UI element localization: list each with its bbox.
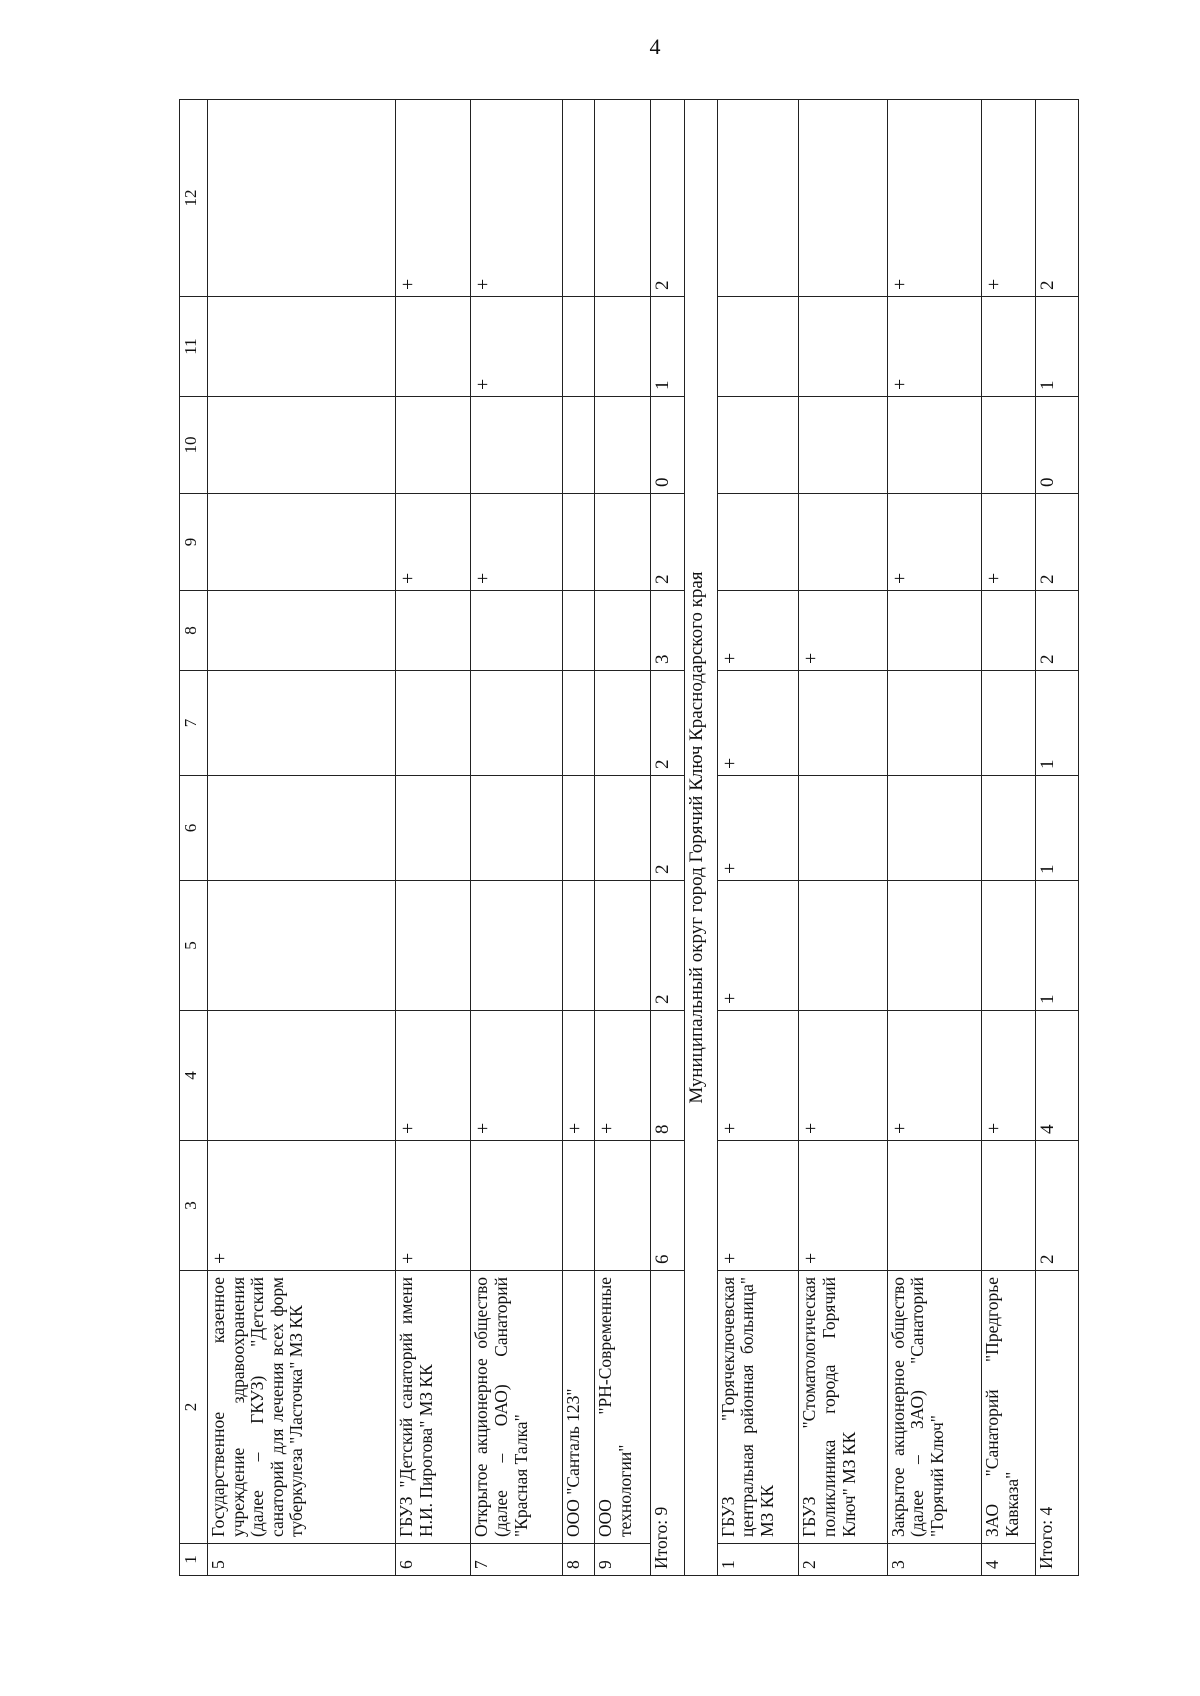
mark-cell (982, 1141, 1036, 1271)
table-row (887, 100, 982, 1576)
mark-cell: + (799, 591, 887, 671)
mark-cell (207, 397, 395, 494)
mark-cell (562, 397, 594, 494)
mark-cell: + (471, 100, 562, 297)
mark-cell (982, 881, 1036, 1011)
table-row (207, 100, 395, 1576)
mark-cell: + (396, 494, 471, 591)
mark-cell (562, 297, 594, 397)
mark-cell: + (887, 297, 982, 397)
total-value: 2 (650, 671, 684, 776)
mark-cell (207, 297, 395, 397)
organization-name: Открытое акционерное общество (далее – ОАО) Санаторий "Красная Талка" (471, 1271, 562, 1544)
mark-cell (207, 776, 395, 881)
total-value: 2 (650, 100, 684, 297)
row-number: 6 (396, 1544, 471, 1576)
mark-cell: + (471, 297, 562, 397)
mark-cell: + (396, 100, 471, 297)
total-value: 2 (1035, 1141, 1078, 1271)
mark-cell: + (887, 1011, 982, 1141)
mark-cell (207, 1011, 395, 1141)
mark-cell (562, 494, 594, 591)
mark-cell (887, 591, 982, 671)
header-row (180, 100, 208, 1576)
mark-cell (207, 671, 395, 776)
total-value: 0 (1035, 397, 1078, 494)
mark-cell (562, 671, 594, 776)
mark-cell (471, 881, 562, 1011)
table-row (982, 100, 1036, 1576)
total-value: 0 (650, 397, 684, 494)
section-row (685, 100, 717, 1576)
row-number: 9 (595, 1544, 651, 1576)
table-row (471, 100, 562, 1576)
mark-cell: + (207, 1141, 395, 1271)
header-cell: 10 (180, 397, 208, 494)
mark-cell (982, 591, 1036, 671)
mark-cell: + (471, 1011, 562, 1141)
header-cell: 7 (180, 671, 208, 776)
mark-cell (207, 494, 395, 591)
mark-cell (982, 776, 1036, 881)
total-value: 2 (1035, 494, 1078, 591)
total-value: 6 (650, 1141, 684, 1271)
mark-cell (717, 297, 799, 397)
total-value: 1 (1035, 671, 1078, 776)
mark-cell (799, 494, 887, 591)
mark-cell (562, 591, 594, 671)
mark-cell (595, 297, 651, 397)
total-row (650, 100, 684, 1576)
header-cell: 4 (180, 1011, 208, 1141)
header-cell: 5 (180, 881, 208, 1011)
organization-name: ООО "Санталь 123" (562, 1271, 594, 1544)
mark-cell (799, 776, 887, 881)
table-row (396, 100, 471, 1576)
mark-cell (471, 591, 562, 671)
mark-cell (471, 1141, 562, 1271)
mark-cell (717, 397, 799, 494)
mark-cell (982, 297, 1036, 397)
mark-cell (887, 671, 982, 776)
mark-cell (562, 881, 594, 1011)
total-label: Итого: 9 (650, 1271, 684, 1576)
mark-cell (982, 397, 1036, 494)
organization-name: ООО "РН-Современные технологии" (595, 1271, 651, 1544)
organization-name: Закрытое акционерное общество (далее – ЗАО) "Санаторий "Горячий Ключ" (887, 1271, 982, 1544)
row-number: 4 (982, 1544, 1036, 1576)
mark-cell (595, 881, 651, 1011)
mark-cell (595, 776, 651, 881)
header-cell: 11 (180, 297, 208, 397)
header-cell: 1 (180, 1544, 208, 1576)
row-number: 5 (207, 1544, 395, 1576)
total-value: 2 (650, 494, 684, 591)
mark-cell: + (717, 591, 799, 671)
mark-cell (471, 671, 562, 776)
mark-cell (717, 100, 799, 297)
mark-cell (207, 591, 395, 671)
mark-cell (562, 776, 594, 881)
mark-cell (595, 591, 651, 671)
mark-cell: + (396, 1011, 471, 1141)
mark-cell (396, 671, 471, 776)
header-cell: 2 (180, 1271, 208, 1544)
mark-cell (396, 591, 471, 671)
page-number: 4 (649, 34, 661, 59)
section-title: Муниципальный округ город Горячий Ключ Краснодарского края (685, 100, 717, 1576)
organization-name: ГБУЗ "Детский санаторий имени Н.И. Пирогова" МЗ КК (396, 1271, 471, 1544)
mark-cell (799, 297, 887, 397)
total-value: 3 (650, 591, 684, 671)
total-value: 2 (1035, 100, 1078, 297)
mark-cell: + (396, 1141, 471, 1271)
mark-cell (887, 1141, 982, 1271)
mark-cell (887, 397, 982, 494)
mark-cell: + (982, 494, 1036, 591)
mark-cell (799, 397, 887, 494)
mark-cell: + (799, 1011, 887, 1141)
mark-cell: + (595, 1011, 651, 1141)
mark-cell (887, 881, 982, 1011)
mark-cell (562, 100, 594, 297)
mark-cell (982, 671, 1036, 776)
total-value: 8 (650, 1011, 684, 1141)
header-cell: 8 (180, 591, 208, 671)
mark-cell: + (799, 1141, 887, 1271)
mark-cell (887, 776, 982, 881)
table-row (595, 100, 651, 1576)
mark-cell (799, 881, 887, 1011)
total-value: 1 (1035, 297, 1078, 397)
mark-cell (799, 100, 887, 297)
row-number: 1 (717, 1544, 799, 1576)
mark-cell: + (717, 671, 799, 776)
mark-cell (562, 1141, 594, 1271)
mark-cell (396, 297, 471, 397)
mark-cell (207, 881, 395, 1011)
total-value: 1 (1035, 881, 1078, 1011)
mark-cell: + (887, 494, 982, 591)
mark-cell: + (717, 776, 799, 881)
organization-name: ЗАО "Санаторий "Предгорье Кавказа" (982, 1271, 1036, 1544)
mark-cell (396, 397, 471, 494)
total-value: 2 (1035, 591, 1078, 671)
mark-cell (595, 1141, 651, 1271)
mark-cell (595, 494, 651, 591)
row-number: 7 (471, 1544, 562, 1576)
mark-cell (595, 100, 651, 297)
header-cell: 12 (180, 100, 208, 297)
mark-cell: + (717, 1141, 799, 1271)
header-cell: 3 (180, 1141, 208, 1271)
registry-table (179, 99, 1079, 1576)
registry-table-rotated (179, 100, 1079, 1576)
total-value: 1 (1035, 776, 1078, 881)
total-row (1035, 100, 1078, 1576)
total-label: Итого: 4 (1035, 1271, 1078, 1576)
mark-cell: + (471, 494, 562, 591)
total-value: 2 (650, 776, 684, 881)
organization-name: Государственное казенное учреждение здравоохранения (далее – ГКУЗ) "Детский санаторий для лечения всех форм туберкулеза "Ласточка" МЗ КК (207, 1271, 395, 1544)
row-number: 2 (799, 1544, 887, 1576)
mark-cell (207, 100, 395, 297)
mark-cell (396, 776, 471, 881)
mark-cell (799, 671, 887, 776)
total-value: 4 (1035, 1011, 1078, 1141)
organization-name: ГБУЗ "Горячеключевская центральная районная больница" МЗ КК (717, 1271, 799, 1544)
total-value: 2 (650, 881, 684, 1011)
mark-cell (595, 397, 651, 494)
mark-cell: + (717, 1011, 799, 1141)
row-number: 8 (562, 1544, 594, 1576)
mark-cell: + (717, 881, 799, 1011)
organization-name: ГБУЗ "Стоматологическая поликлиника города Горячий Ключ" МЗ КК (799, 1271, 887, 1544)
mark-cell: + (887, 100, 982, 297)
table-row (562, 100, 594, 1576)
mark-cell (396, 881, 471, 1011)
row-number: 3 (887, 1544, 982, 1576)
mark-cell (471, 397, 562, 494)
mark-cell: + (562, 1011, 594, 1141)
mark-cell (595, 671, 651, 776)
total-value: 1 (650, 297, 684, 397)
table-row (799, 100, 887, 1576)
mark-cell (717, 494, 799, 591)
mark-cell (471, 776, 562, 881)
table-row (717, 100, 799, 1576)
mark-cell: + (982, 100, 1036, 297)
mark-cell: + (982, 1011, 1036, 1141)
header-cell: 6 (180, 776, 208, 881)
header-cell: 9 (180, 494, 208, 591)
